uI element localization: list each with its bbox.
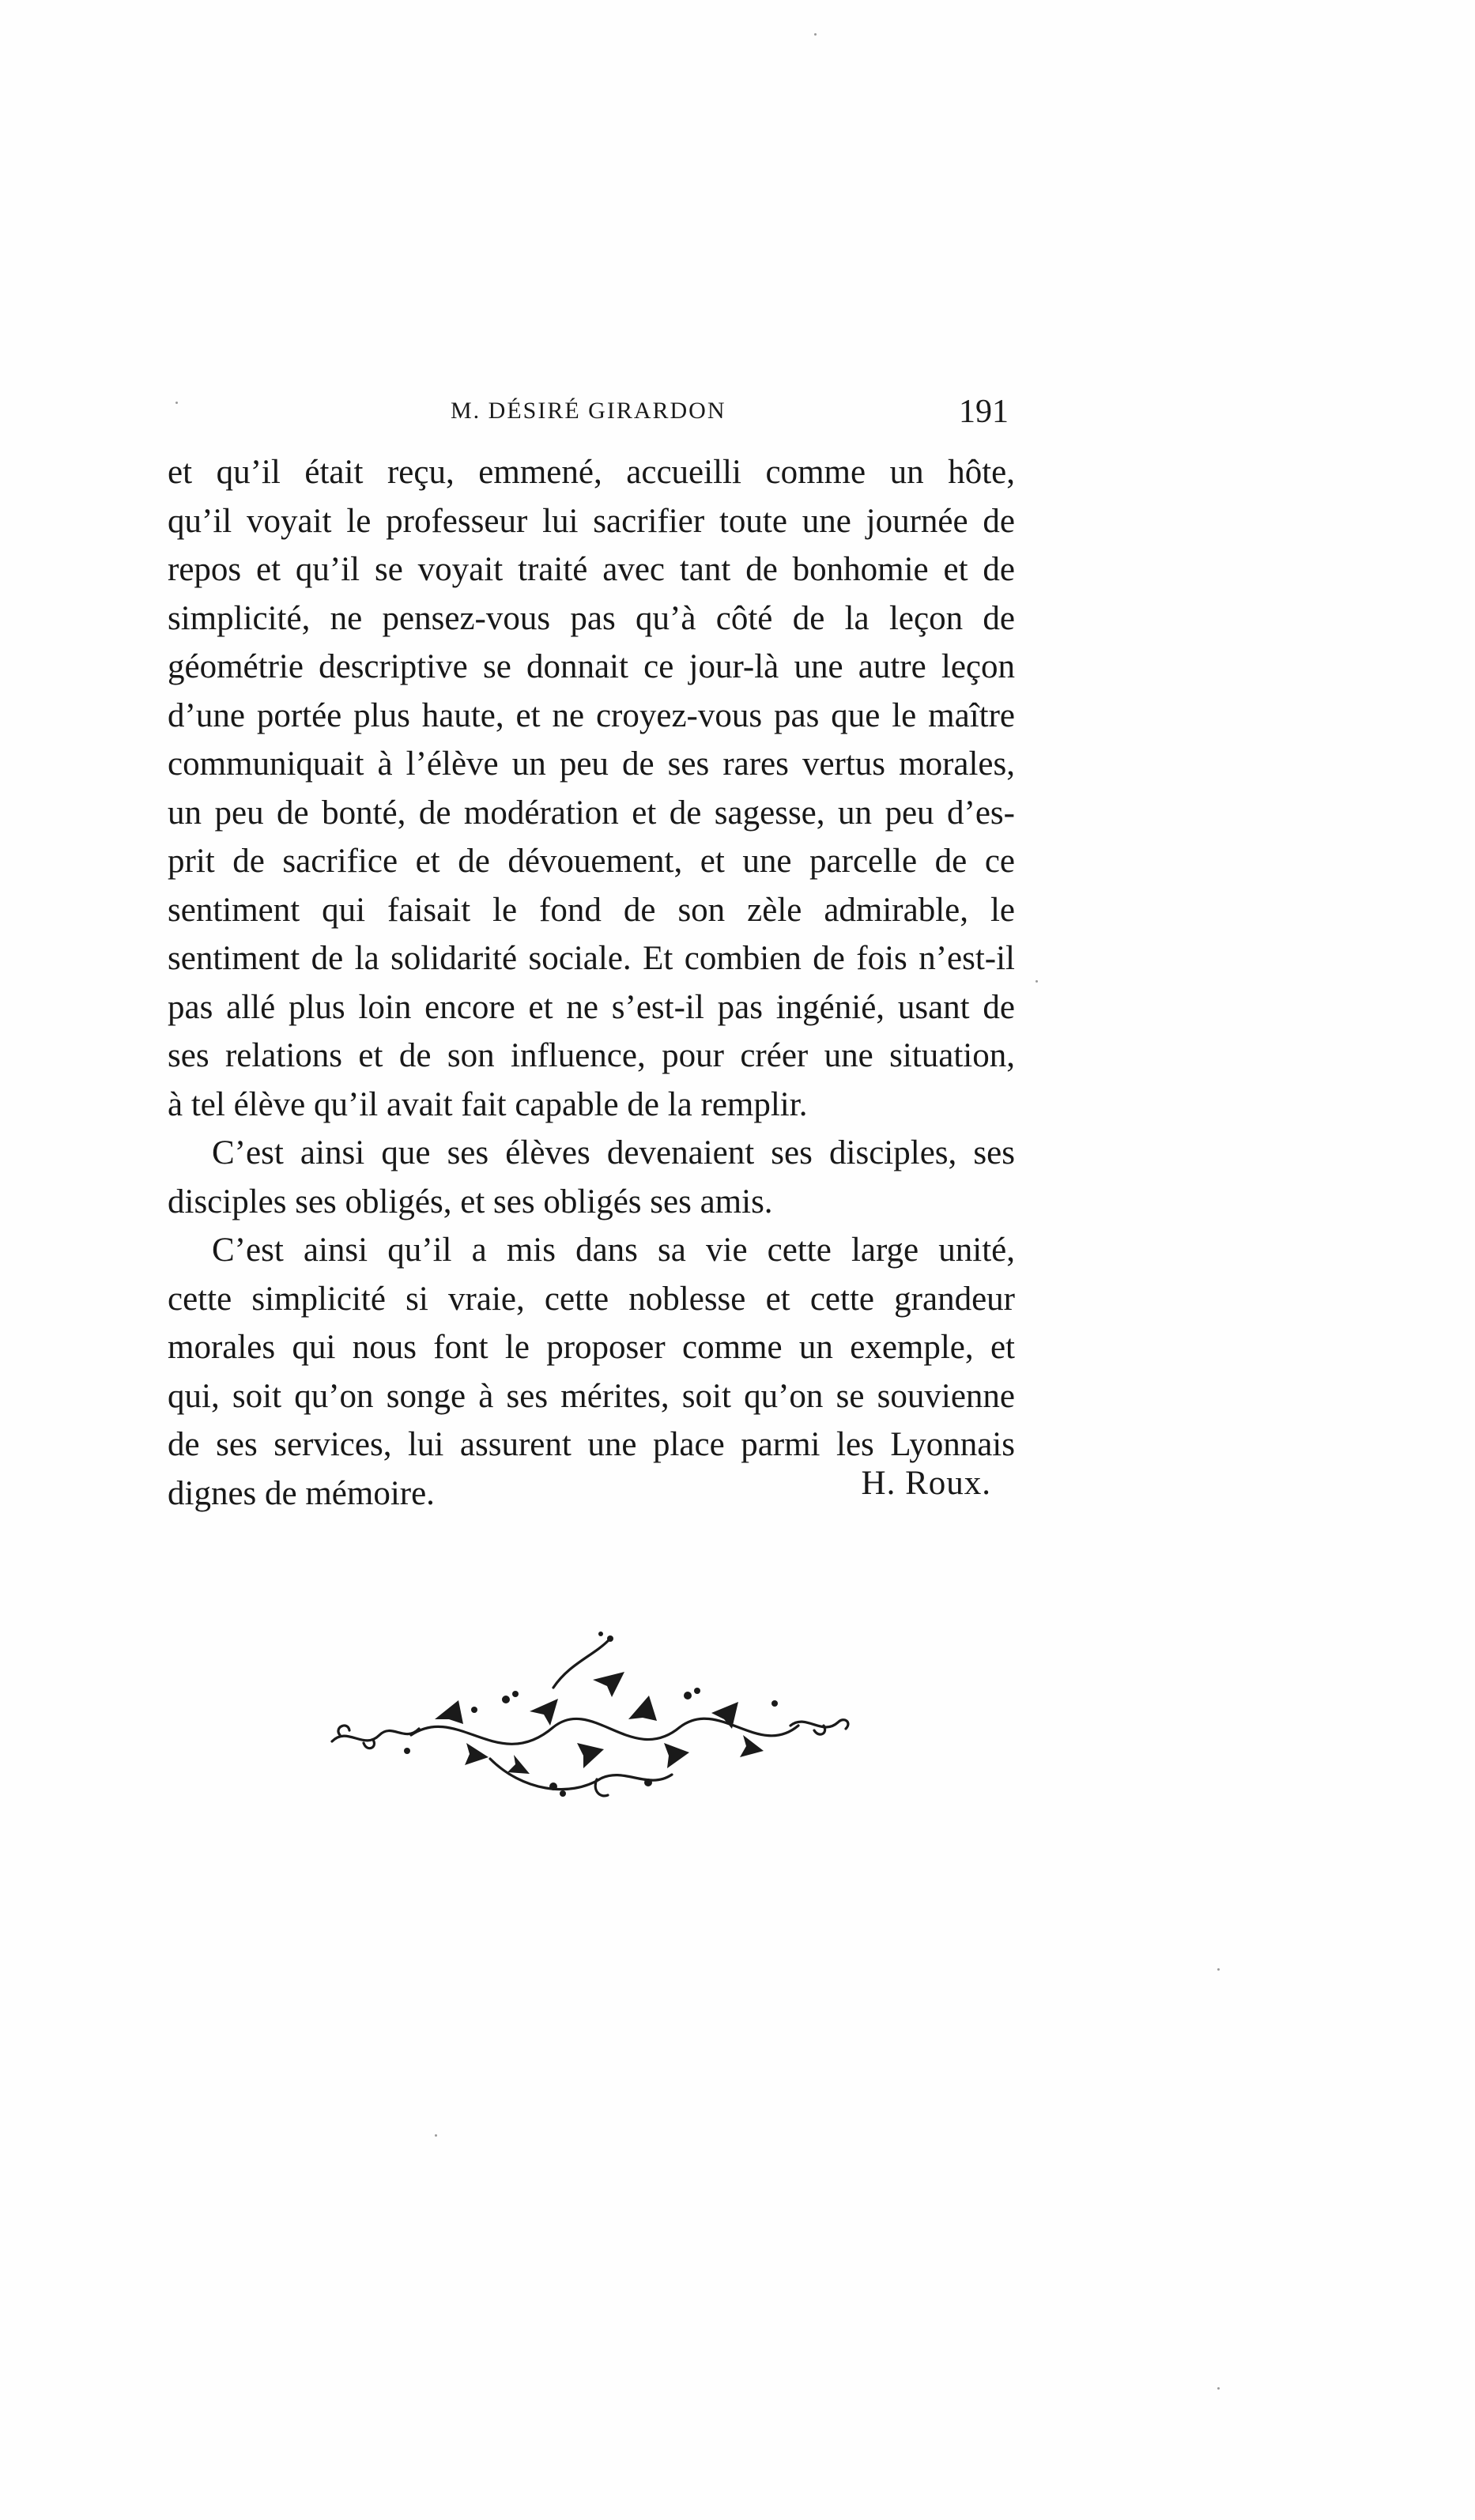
paper-speck xyxy=(1036,980,1038,983)
text-line: d’une portée plus haute, et ne croyez-vous pas que le maître xyxy=(168,696,1015,734)
text-line: un peu de bonté, de modération et de sagesse, un peu d’es- xyxy=(168,794,1015,832)
text-line: prit de sacrifice et de dévouement, et une parcelle de ce xyxy=(168,843,1015,880)
running-head xyxy=(168,393,1015,440)
text-line: de ses services, lui assurent une place parmi les Lyonnais xyxy=(168,1426,1015,1463)
text-line: ses relations et de son influence, pour créer une situation, xyxy=(168,1037,1015,1074)
author-signature: H. Roux. xyxy=(861,1465,991,1502)
text-line: repos et qu’il se voyait traité avec tant de bonhomie et de xyxy=(168,551,1015,588)
text-line: C’est ainsi que ses élèves devenaient ses disciples, ses xyxy=(212,1134,1015,1171)
text-line: géométrie descriptive se donnait ce jour-là une autre leçon xyxy=(168,648,1015,685)
paper-speck xyxy=(435,2134,437,2137)
text-line: communiquait à l’élève un peu de ses rares vertus morales, xyxy=(168,745,1015,783)
paper-speck xyxy=(175,402,178,404)
text-line: sentiment qui faisait le fond de son zèle admirable, le xyxy=(168,891,1015,929)
text-line: pas allé plus loin encore et ne s’est-il pas ingénié, usant de xyxy=(168,988,1015,1026)
text-line: disciples ses obligés, et ses obligés ses amis. xyxy=(168,1183,773,1220)
body-text xyxy=(168,448,1015,1518)
paper-speck xyxy=(814,33,817,36)
running-title: M. DÉSIRÉ GIRARDON xyxy=(451,398,726,424)
paper-speck xyxy=(1217,2387,1220,2390)
text-line: à tel élève qu’il avait fait capable de la remplir. xyxy=(168,1085,808,1123)
page-number: 191 xyxy=(959,394,1009,430)
text-line: simplicité, ne pensez-vous pas qu’à côté de la leçon de xyxy=(168,599,1015,637)
text-line: C’est ainsi qu’il a mis dans sa vie cette large unité, xyxy=(212,1232,1015,1269)
text-line: dignes de mémoire. xyxy=(168,1474,435,1512)
text-line: qui, soit qu’on songe à ses mérites, soit qu’on se souvienne xyxy=(168,1377,1015,1415)
text-line: cette simplicité si vraie, cette noblesse et cette grandeur xyxy=(168,1280,1015,1318)
text-line: sentiment de la solidarité sociale. Et combien de fois n’est-il xyxy=(168,940,1015,977)
text-line: qu’il voyait le professeur lui sacrifier toute une journée de xyxy=(168,502,1015,540)
paper-speck xyxy=(1217,1968,1220,1971)
text-line: morales qui nous font le proposer comme un exemple, et xyxy=(168,1329,1015,1366)
floral-vine-ornament-icon xyxy=(316,1624,862,1814)
text-line: et qu’il était reçu, emmené, accueilli comme un hôte, xyxy=(168,454,1015,491)
